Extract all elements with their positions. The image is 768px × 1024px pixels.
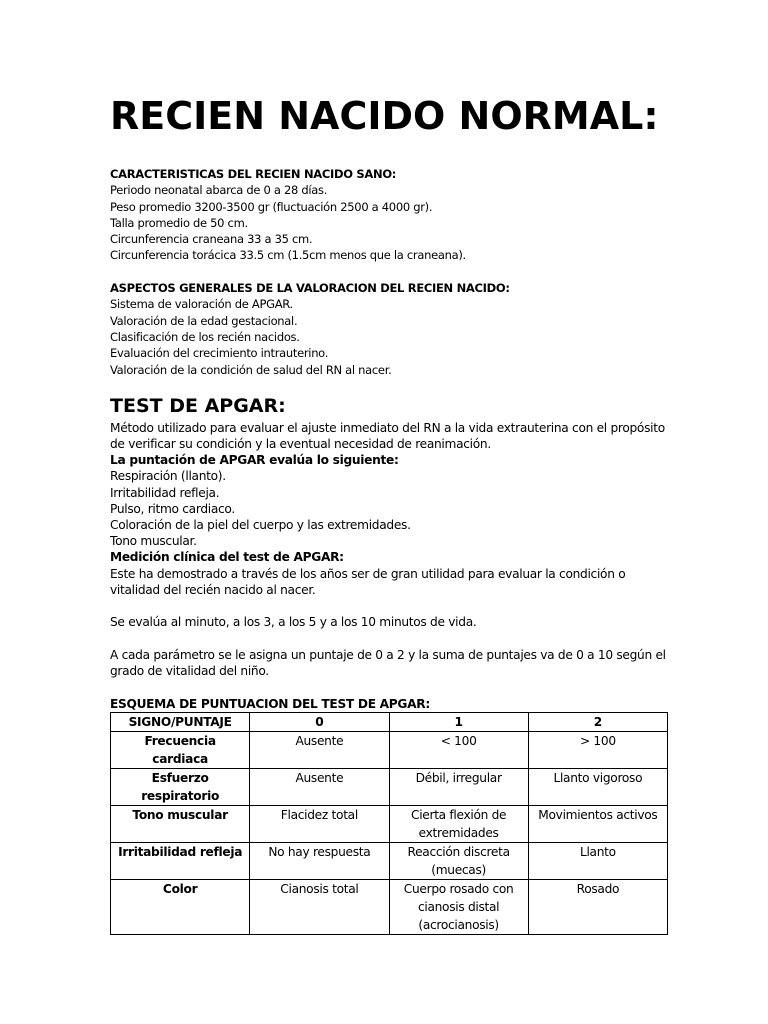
- apgar-score-table: [110, 712, 668, 935]
- eval-heading: La puntación de APGAR evalúa lo siguiente:: [110, 453, 399, 468]
- text-line: Valoración de la edad gestacional.: [110, 313, 298, 328]
- table-cell-sign: Irritabilidad refleja: [111, 842, 250, 879]
- table-row: [111, 731, 668, 768]
- table-cell-sign: Tono muscular: [111, 805, 250, 842]
- text-line: Peso promedio 3200-3500 gr (fluctuación 2500 a 4000 gr).: [110, 199, 433, 214]
- table-cell: Flacidez total: [250, 805, 389, 842]
- text-line: Circunferencia craneana 33 a 35 cm.: [110, 232, 313, 247]
- clinical-text: Este ha demostrado a través de los años ser de gran utilidad para evaluar la condición o vitalidad del recién nacido al nacer.: [110, 566, 626, 597]
- table-cell: < 100: [389, 731, 528, 768]
- table-header-row: [111, 712, 668, 731]
- table-header-cell: 2: [528, 712, 667, 731]
- timing-text: Se evalúa al minuto, a los 3, a los 5 y a los 10 minutos de vida.: [110, 615, 477, 630]
- text-line: Clasificación de los recién nacidos.: [110, 329, 300, 344]
- table-heading: ESQUEMA DE PUNTUACION DEL TEST DE APGAR:: [110, 696, 430, 711]
- table-cell-sign: Frecuencia cardiaca: [111, 731, 250, 768]
- table-row: [111, 805, 668, 842]
- table-row: [111, 768, 668, 805]
- table-row: [111, 879, 668, 934]
- table-cell: Cianosis total: [250, 879, 389, 934]
- table-header-cell: SIGNO/PUNTAJE: [111, 712, 250, 731]
- table-cell: Ausente: [250, 768, 389, 805]
- table-cell: > 100: [528, 731, 667, 768]
- table-row: [111, 842, 668, 879]
- eval-item: Pulso, ritmo cardiaco.: [110, 501, 235, 516]
- table-cell: Débil, irregular: [389, 768, 528, 805]
- table-cell: Llanto: [528, 842, 667, 879]
- apgar-heading: TEST DE APGAR:: [110, 394, 286, 417]
- table-cell: Reacción discreta (muecas): [389, 842, 528, 879]
- text-line: Evaluación del crecimiento intrauterino.: [110, 346, 329, 361]
- table-cell: Llanto vigoroso: [528, 768, 667, 805]
- table-cell: Rosado: [528, 879, 667, 934]
- page-title: RECIEN NACIDO NORMAL:: [110, 94, 659, 138]
- text-line: Periodo neonatal abarca de 0 a 28 días.: [110, 183, 328, 198]
- table-header-cell: 0: [250, 712, 389, 731]
- table-cell: Movimientos activos: [528, 805, 667, 842]
- apgar-intro: Método utilizado para evaluar el ajuste inmediato del RN a la vida extrauterina con el propósito de verificar su condición y la eventual necesidad de reanimación.: [110, 420, 665, 452]
- section-heading: CARACTERISTICAS DEL RECIEN NACIDO SANO:: [110, 167, 397, 181]
- eval-item: Coloración de la piel del cuerpo y las extremidades.: [110, 518, 411, 533]
- text-line: Talla promedio de 50 cm.: [110, 215, 248, 230]
- clinical-heading: Medición clínica del test de APGAR:: [110, 550, 344, 565]
- section-characteristics: [110, 166, 678, 378]
- section-heading: ASPECTOS GENERALES DE LA VALORACION DEL RECIEN NACIDO:: [110, 281, 510, 296]
- eval-item: Irritabilidad refleja.: [110, 485, 220, 500]
- table-cell: Cuerpo rosado con cianosis distal (acrocianosis): [389, 879, 528, 934]
- section-apgar: [110, 420, 678, 712]
- table-cell: Ausente: [250, 731, 389, 768]
- table-cell: Cierta flexión de extremidades: [389, 805, 528, 842]
- eval-item: Tono muscular.: [110, 534, 197, 549]
- table-header-cell: 1: [389, 712, 528, 731]
- table-cell: No hay respuesta: [250, 842, 389, 879]
- text-line: Valoración de la condición de salud del RN al nacer.: [110, 362, 392, 377]
- scoring-text: A cada parámetro se le asigna un puntaje de 0 a 2 y la suma de puntajes va de 0 a 10 según el grado de vitalidad del niño.: [110, 647, 666, 679]
- table-cell-sign: Color: [111, 879, 250, 934]
- table-cell-sign: Esfuerzo respiratorio: [111, 768, 250, 805]
- text-line: Sistema de valoración de APGAR.: [110, 297, 293, 312]
- text-line: Circunferencia torácica 33.5 cm (1.5cm menos que la craneana).: [110, 248, 466, 263]
- eval-item: Respiración (llanto).: [110, 469, 226, 484]
